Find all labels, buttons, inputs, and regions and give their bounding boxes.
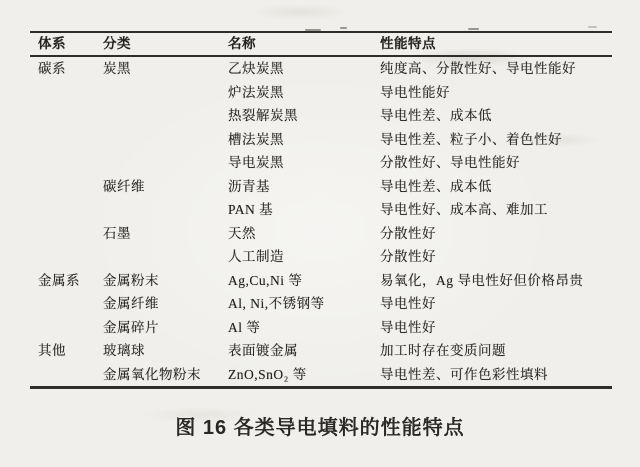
cell-props: 分散性好 xyxy=(380,249,436,264)
cell-category: 金属氧化物粉末 xyxy=(103,366,201,382)
cell-category: 碳纤维 xyxy=(103,178,145,194)
conductive-filler-table xyxy=(30,31,612,389)
cell-props: 纯度高、分散性好、导电性能好 xyxy=(380,61,576,76)
cell-category: 炭黑 xyxy=(103,61,131,76)
cell-name: Ag,Cu,Ni 等 xyxy=(228,272,303,288)
table-row xyxy=(30,339,612,363)
cell-props: 导电性差、可作色彩性填料 xyxy=(380,366,548,382)
cell-name: Al 等 xyxy=(228,319,261,335)
table-row xyxy=(30,316,612,340)
table-row xyxy=(30,81,612,105)
cell-props: 导电性好 xyxy=(380,296,436,311)
cell-props: 导电性好 xyxy=(380,319,436,335)
cell-props: 加工时存在变质问题 xyxy=(380,343,506,358)
header-category: 分类 xyxy=(103,36,131,52)
cell-name: 炉法炭黑 xyxy=(228,84,284,100)
cell-name: 人工制造 xyxy=(228,249,284,264)
cell-name: 沥青基 xyxy=(228,178,270,194)
scan-smudge xyxy=(588,26,597,28)
table-header-row xyxy=(30,33,612,57)
header-name: 名称 xyxy=(228,36,256,52)
header-props: 性能特点 xyxy=(380,36,436,52)
cell-props: 导电性差、粒子小、着色性好 xyxy=(380,131,562,147)
cell-category: 金属碎片 xyxy=(103,319,159,335)
table-row xyxy=(30,292,612,316)
cell-system: 碳系 xyxy=(38,61,66,76)
cell-name: PAN 基 xyxy=(228,202,274,217)
cell-props: 导电性差、成本低 xyxy=(380,178,492,194)
cell-name: 表面镀金属 xyxy=(228,343,298,358)
cell-name: 导电炭黑 xyxy=(228,155,284,170)
table-row xyxy=(30,57,612,81)
cell-category: 金属粉末 xyxy=(103,272,159,288)
table-row xyxy=(30,128,612,152)
cell-name: ZnO,SnO₂ 等 xyxy=(228,366,307,382)
cell-system: 金属系 xyxy=(38,272,80,288)
scan-smudge xyxy=(340,27,347,29)
cell-name: Al, Ni,不锈钢等 xyxy=(228,296,325,311)
table-row xyxy=(30,245,612,269)
cell-name: 乙炔炭黑 xyxy=(228,61,284,76)
cell-name: 天然 xyxy=(228,225,256,241)
table-row xyxy=(30,151,612,175)
table-row xyxy=(30,175,612,199)
cell-props: 导电性能好 xyxy=(380,84,450,100)
cell-props: 导电性差、成本低 xyxy=(380,108,492,123)
table-row xyxy=(30,269,612,293)
table-row xyxy=(30,104,612,128)
cell-name: 槽法炭黑 xyxy=(228,131,284,147)
table-row xyxy=(30,222,612,246)
table-row xyxy=(30,363,612,387)
cell-props: 导电性好、成本高、难加工 xyxy=(380,202,548,217)
scan-smudge xyxy=(468,28,479,30)
table-row xyxy=(30,198,612,222)
cell-props: 分散性好、导电性能好 xyxy=(380,155,520,170)
figure-caption: 图 16 各类导电填料的性能特点 xyxy=(175,417,465,439)
cell-props: 易氧化，Ag 导电性好但价格昂贵 xyxy=(380,272,584,288)
header-system: 体系 xyxy=(38,36,66,52)
cell-category: 金属纤维 xyxy=(103,296,159,311)
cell-category: 石墨 xyxy=(103,225,131,241)
cell-name: 热裂解炭黑 xyxy=(228,108,298,123)
cell-category: 玻璃球 xyxy=(103,343,145,358)
cell-props: 分散性好 xyxy=(380,225,436,241)
cell-system: 其他 xyxy=(38,343,66,358)
